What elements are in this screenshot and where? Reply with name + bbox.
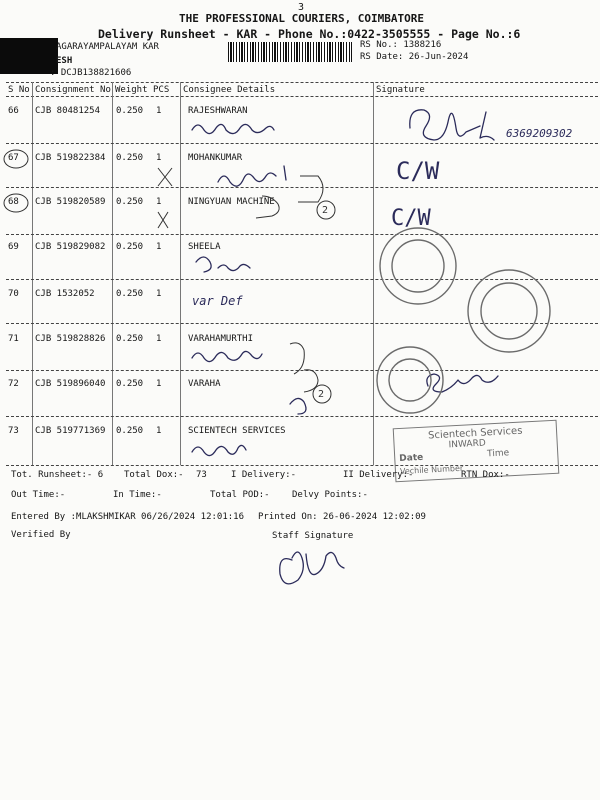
row-pcs: 1 — [156, 153, 162, 163]
row-consignment-no: CJB 519828826 — [35, 334, 106, 344]
consignee-handwriting — [192, 351, 262, 361]
circled-number-text: 2 — [322, 205, 329, 216]
row-sno: 70 — [8, 289, 19, 299]
row-weight: 0.250 — [116, 153, 144, 163]
row-weight: 0.250 — [116, 426, 144, 436]
row-pcs: 1 — [156, 289, 162, 299]
first-delivery: I Delivery:- — [231, 470, 297, 480]
row-sno: 72 — [8, 379, 19, 389]
printed-on: Printed On: 26-06-2024 12:02:09 — [258, 512, 426, 522]
row-consignment-no: CJB 519822384 — [35, 153, 106, 163]
consignee-handwriting — [192, 445, 246, 455]
stamp-vehicle-label: Vechile Number — [399, 463, 464, 477]
handwritten-cw-68: C/W — [391, 206, 431, 231]
consignee-handwriting — [218, 166, 286, 186]
branch-name: AGARAYAMPALAYAM KAR — [56, 42, 159, 52]
company-stamp-outer — [468, 270, 550, 352]
signature-72 — [427, 374, 498, 392]
handwritten-phone: 6369209302 — [506, 127, 573, 140]
second-delivery: II Delivery:- — [343, 470, 414, 480]
company-stamp-inner — [481, 283, 537, 339]
row-weight: 0.250 — [116, 106, 144, 116]
entered-by: Entered By :MLAKSHMIKAR 06/26/2024 12:01:16 — [11, 512, 244, 522]
row-consignment-no: CJB 80481254 — [35, 106, 101, 116]
staff-name-partial: ESH — [56, 56, 73, 66]
row-weight: 0.250 — [116, 197, 144, 207]
signature-66 — [410, 110, 494, 140]
total-dox-value: 73 — [196, 470, 207, 480]
row-pcs: 1 — [156, 242, 162, 252]
row-consignee: MOHANKUMAR — [188, 153, 243, 163]
staff-signature-label: Staff Signature — [272, 531, 354, 541]
consignee-handwriting — [290, 398, 306, 414]
row-sno: 67 — [8, 153, 19, 163]
col-header-consignment: Consignment No — [35, 85, 111, 95]
circle-mark-67 — [4, 150, 28, 168]
row-pcs: 1 — [156, 106, 162, 116]
row-consignment-no: CJB 519896040 — [35, 379, 106, 389]
row-weight: 0.250 — [116, 379, 144, 389]
stamp-inward: INWARD — [448, 438, 487, 451]
row-consignment-no: CJB 1532052 — [35, 289, 95, 299]
handwritten-page-mark: 3 — [298, 2, 305, 13]
x-mark — [158, 212, 168, 228]
col-header-consignee: Consignee Details — [183, 85, 276, 95]
col-header-pcs: PCS — [153, 85, 170, 95]
stamp-date-label: Date — [399, 452, 424, 465]
company-stamp-inner — [392, 240, 444, 292]
stamp-company: Scientech Services — [427, 425, 523, 442]
row-sno: 73 — [8, 426, 19, 436]
company-stamp-outer — [377, 347, 443, 413]
row-pcs: 1 — [156, 379, 162, 389]
stamp-time-label: Time — [486, 448, 510, 460]
row-weight: 0.250 — [116, 289, 144, 299]
row-consignment-no: CJB 519829082 — [35, 242, 106, 252]
total-pod: Total POD:- — [210, 490, 270, 500]
row-consignee: SHEELA — [188, 242, 221, 252]
col-header-weight: Weight — [115, 85, 148, 95]
bracket-mark — [290, 343, 318, 392]
total-dox-label: Total Dox:- — [124, 470, 184, 480]
total-runsheet: Tot. Runsheet:- 6 — [11, 470, 104, 480]
rs-date: RS Date: 26-Jun-2024 — [360, 52, 469, 62]
row-sno: 68 — [8, 197, 19, 207]
company-title: THE PROFESSIONAL COURIERS, COIMBATORE — [179, 12, 425, 25]
row-sno: 66 — [8, 106, 19, 116]
out-time: Out Time:- — [11, 490, 66, 500]
runsheet-code: : DCJB138821606 — [50, 68, 132, 78]
col-header-signature: Signature — [376, 85, 425, 95]
col-header-sno: S No — [8, 85, 30, 95]
handwritten-cw-67: C/W — [396, 157, 440, 185]
verified-by: Verified By — [11, 530, 71, 540]
consignee-handwriting — [192, 124, 274, 133]
delivery-points: Delvy Points:- — [292, 490, 368, 500]
circle-mark-68 — [4, 194, 28, 212]
row-consignment-no: CJB 519771369 — [35, 426, 106, 436]
rtn-dox: RTN Dox:- — [461, 470, 510, 480]
row-consignee: RAJESHWARAN — [188, 106, 248, 116]
row-weight: 0.250 — [116, 242, 144, 252]
row-consignee: NINGYUAN MACHINE — [188, 197, 275, 207]
row-sno: 71 — [8, 334, 19, 344]
row-pcs: 1 — [156, 197, 162, 207]
staff-signature-scrawl — [280, 552, 344, 584]
rs-number: RS No.: 1388216 — [360, 40, 442, 50]
runsheet-title: Delivery Runsheet - KAR - Phone No.:0422-3505555 - Page No.:6 — [98, 27, 521, 41]
in-time: In Time:- — [113, 490, 162, 500]
row-pcs: 1 — [156, 426, 162, 436]
row-sno: 69 — [8, 242, 19, 252]
x-mark — [158, 168, 172, 186]
row-consignee: SCIENTECH SERVICES — [188, 426, 286, 436]
row-consignment-no: CJB 519820589 — [35, 197, 106, 207]
circled-number-text: 2 — [318, 389, 325, 400]
handwritten-var-def: var Def — [192, 294, 243, 308]
row-consignee: VARAHA — [188, 379, 221, 389]
consignee-handwriting — [196, 257, 250, 272]
row-consignee: VARAHAMURTHI — [188, 334, 254, 344]
row-pcs: 1 — [156, 334, 162, 344]
row-weight: 0.250 — [116, 334, 144, 344]
company-stamp-inner — [389, 359, 431, 401]
curve-mark — [256, 196, 279, 218]
bracket-mark — [298, 176, 323, 202]
